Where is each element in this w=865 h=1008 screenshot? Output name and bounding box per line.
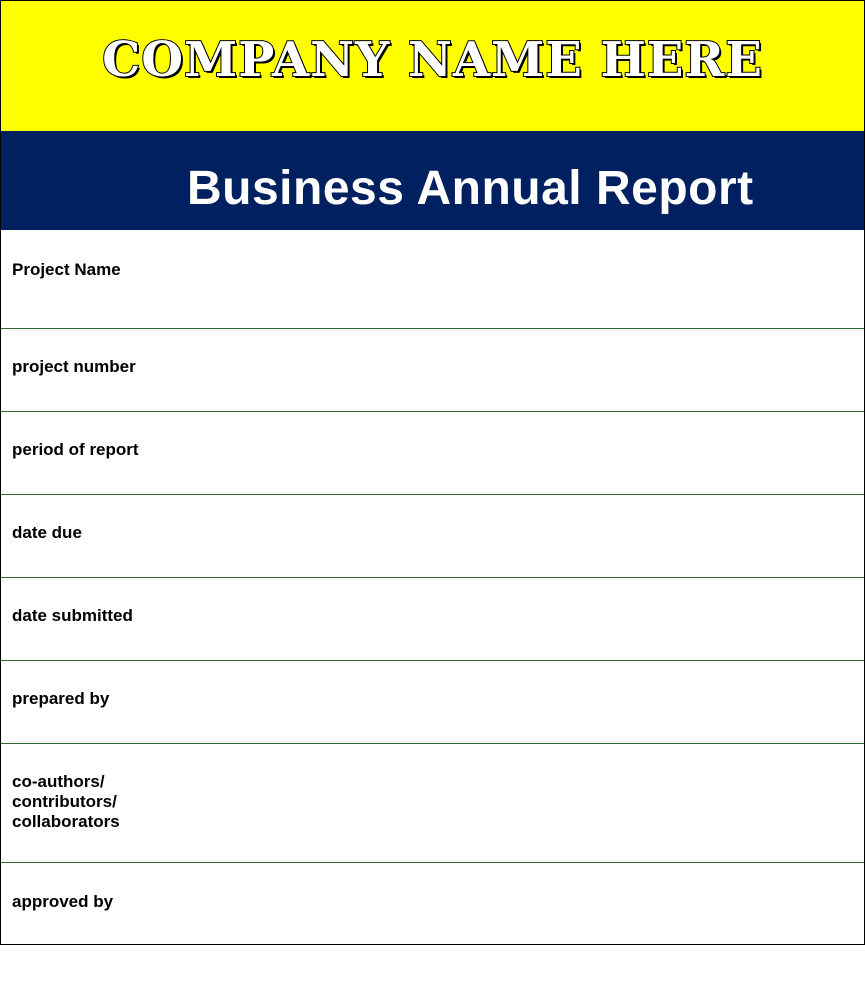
field-label-date-submitted: date submitted (12, 606, 133, 625)
title-band (1, 131, 864, 230)
company-banner (1, 1, 864, 131)
field-row-prepared-by[interactable] (1, 661, 864, 744)
report-title: Business Annual Report (187, 162, 754, 215)
field-row-approved-by[interactable] (1, 863, 864, 945)
field-label-prepared-by: prepared by (12, 689, 110, 708)
field-row-co-authors[interactable] (1, 744, 864, 863)
field-label-project-number: project number (12, 357, 136, 376)
field-label-approved-by: approved by (12, 892, 114, 911)
field-row-period-of-report[interactable] (1, 412, 864, 495)
field-row-date-submitted[interactable] (1, 578, 864, 661)
field-label-date-due: date due (12, 523, 82, 542)
field-label-period-of-report: period of report (12, 440, 139, 459)
field-row-project-name[interactable] (1, 230, 864, 329)
report-fields-table (1, 230, 864, 945)
field-row-date-due[interactable] (1, 495, 864, 578)
field-label-co-authors: co-authors/ contributors/ collaborators (12, 772, 120, 831)
field-label-project-name: Project Name (12, 260, 121, 279)
company-name: COMPANY NAME HERE (102, 32, 763, 88)
field-row-project-number[interactable] (1, 329, 864, 412)
